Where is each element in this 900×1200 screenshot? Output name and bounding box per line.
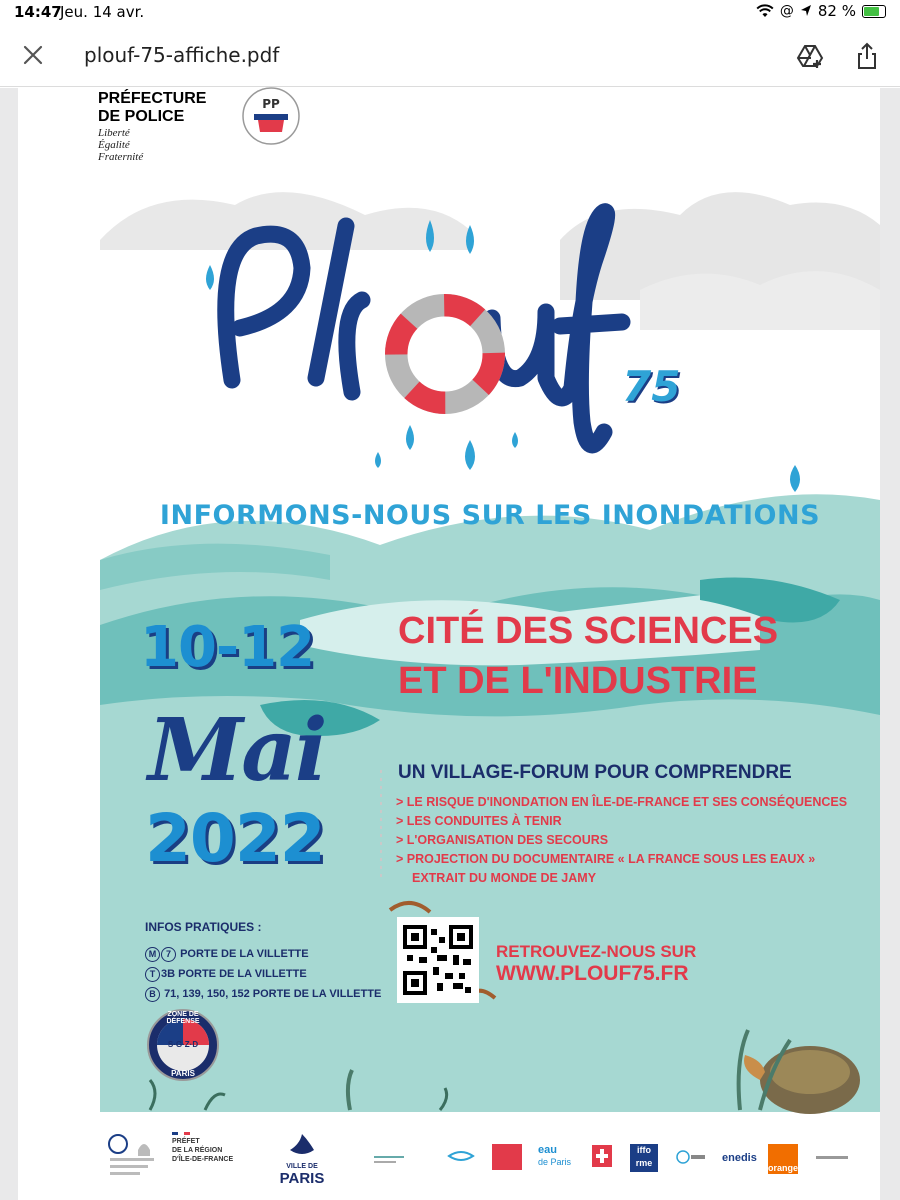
sponsor-orange: orange [768, 1144, 798, 1174]
qr-code[interactable] [397, 917, 479, 1003]
academie-logo-icon [104, 1130, 164, 1184]
sponsor-assurance [372, 1150, 408, 1168]
police-emblem-icon [240, 86, 302, 146]
prefet-line3: D'ÎLE-DE-FRANCE [172, 1156, 234, 1163]
venue-line1: CITÉ DES SCIENCES [398, 610, 779, 652]
retrouvez-text: RETROUVEZ-NOUS SUR [496, 942, 697, 961]
infos-title: INFOS PRATIQUES : [145, 920, 262, 934]
sponsor-eau-de-paris [538, 1144, 586, 1168]
forum-item: > L'ORGANISATION DES SECOURS [396, 833, 609, 847]
motto-egalite: Égalité [98, 139, 130, 151]
info-text: PORTE DE LA VILLETTE [180, 948, 309, 960]
eau-line2: de Paris [538, 1157, 572, 1167]
venue-line2: ET DE L'INDUSTRIE [398, 660, 758, 702]
sponsor-ordre-malte [592, 1145, 612, 1167]
ville-line1: VILLE DE [286, 1163, 318, 1170]
info-text: 71, 139, 150, 152 PORTE DE LA VILLETTE [164, 988, 382, 1000]
qr-code-icon [397, 917, 479, 1003]
sponsor-prefet [172, 1132, 233, 1164]
eau-line1: eau [538, 1144, 557, 1156]
forum-item: > LES CONDUITES À TENIR [396, 814, 562, 828]
sponsor-ville-paris [272, 1130, 332, 1187]
sponsor-academie [104, 1130, 164, 1184]
at-icon: @ [779, 3, 794, 19]
info-bus [145, 984, 381, 1004]
event-month: Mai [148, 700, 326, 801]
prefet-line2: DE LA RÉGION [172, 1147, 223, 1154]
brgm-logo-icon [676, 1150, 706, 1164]
motto-liberte: Liberté [98, 127, 130, 139]
status-date: Jeu. 14 avr. [60, 3, 145, 21]
info-metro [145, 944, 381, 964]
sponsor-brgm [676, 1150, 706, 1164]
motto-fraternite: Fraternité [98, 151, 144, 163]
republic-motto [98, 127, 143, 163]
sponsor-iffo-rme [630, 1144, 658, 1172]
prefecture-line2: DE POLICE [98, 108, 185, 125]
cross-icon [592, 1145, 612, 1167]
sponsor-elephant [816, 1156, 848, 1159]
infos-list [145, 944, 381, 1004]
forum-list [396, 793, 847, 888]
ship-logo-icon [282, 1130, 322, 1158]
venue-name [398, 606, 808, 706]
forum-item: > PROJECTION DU DOCUMENTAIRE « LA FRANCE SOUS LES EAUX » [396, 852, 816, 866]
zone-defense-middle: S·G·Z·D [167, 1040, 199, 1049]
zone-defense-top: ZONE DE DÉFENSE [166, 1011, 200, 1025]
tram-icon: T [145, 967, 160, 982]
line-number: 3B [161, 968, 176, 980]
file-name: plouf-75-affiche.pdf [84, 43, 280, 67]
logo-number-75: 75 [622, 362, 681, 411]
assurance-logo-icon [372, 1150, 408, 1168]
svg-text:PP: PP [262, 97, 280, 111]
event-days: 10-12 [140, 615, 315, 680]
line-number-badge: 7 [161, 947, 176, 962]
battery-percent: 82 % [817, 2, 856, 20]
sponsor-enedis: enedis [722, 1152, 757, 1164]
zone-defense-bottom: PARIS [171, 1069, 195, 1078]
forum-title: UN VILLAGE-FORUM POUR COMPRENDRE [398, 762, 792, 783]
prefecture-title [98, 90, 206, 126]
info-text: PORTE DE LA VILLETTE [178, 968, 307, 980]
prefecture-line1: PRÉFECTURE [98, 90, 207, 107]
sponsor-institut-paris-region [492, 1144, 522, 1170]
forum-extrait: EXTRAIT DU MONDE DE JAMY [412, 871, 597, 885]
event-year: 2022 [145, 800, 325, 877]
prefet-line1: PRÉFET [172, 1138, 200, 1145]
iffo-line1: iffo [637, 1145, 651, 1155]
poster-subtitle: INFORMONS-NOUS SUR LES INONDATIONS [159, 500, 821, 531]
website-url[interactable]: WWW.PLOUF75.FR [496, 962, 689, 985]
seine-logo-icon [446, 1146, 476, 1166]
sponsor-seine [446, 1146, 476, 1166]
ville-line2: PARIS [279, 1170, 325, 1187]
metro-icon: M [145, 947, 160, 962]
status-time: 14:47 [14, 3, 62, 21]
bus-icon: B [145, 987, 160, 1002]
forum-item: > LE RISQUE D'INONDATION EN ÎLE-DE-FRANCE ET SES CONSÉQUENCES [396, 795, 848, 809]
flag-icon [172, 1132, 190, 1135]
iffo-line2: rme [635, 1158, 653, 1168]
info-tram [145, 964, 381, 984]
